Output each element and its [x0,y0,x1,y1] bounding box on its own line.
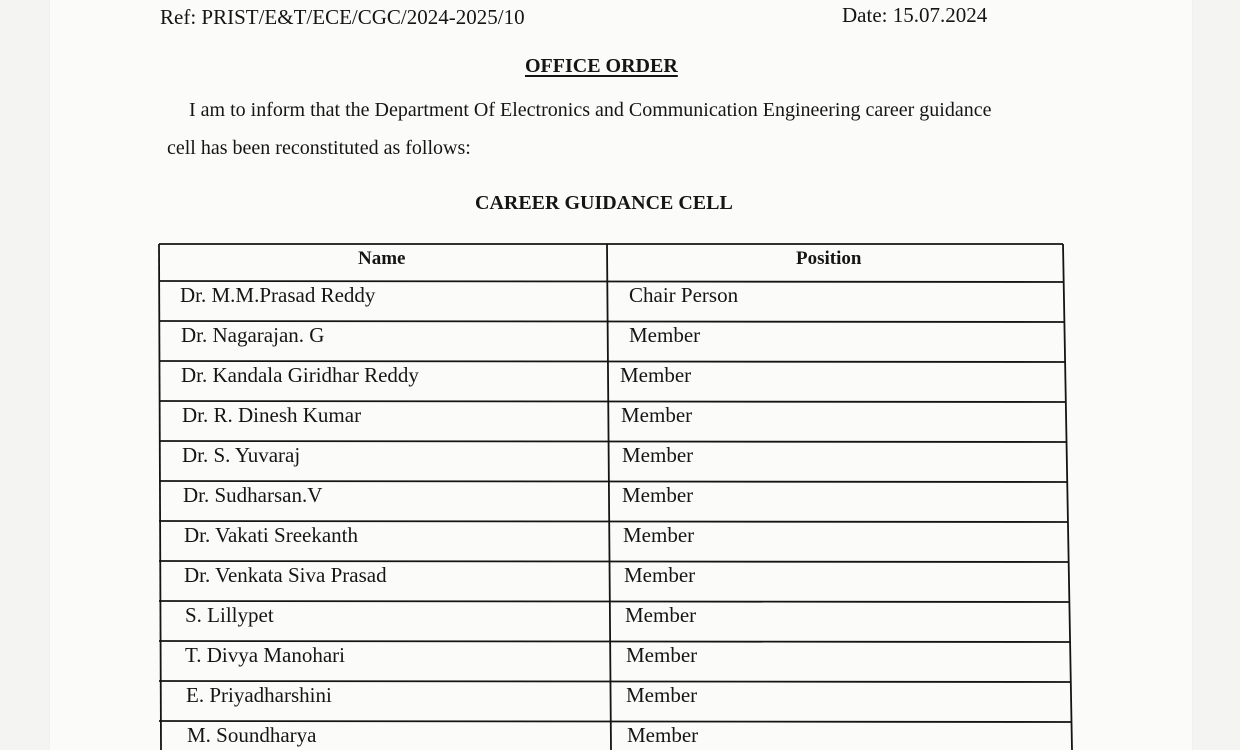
member-name: S. Lillypet [185,603,274,627]
table-row-divider [159,361,1065,362]
section-title: CAREER GUIDANCE CELL [475,192,733,214]
member-position: Member [626,683,698,707]
table-row-divider [159,561,1069,562]
member-position: Member [627,723,699,747]
table-border-left [159,244,161,750]
table-row-divider [159,601,1070,602]
member-name: Dr. Kandala Giridhar Reddy [181,363,419,387]
table-border-right [1063,244,1072,750]
member-position: Member [622,443,694,467]
order-date: Date: 15.07.2024 [842,3,988,27]
member-name: T. Divya Manohari [185,643,345,667]
member-position: Member [623,523,695,547]
document-heading: OFFICE ORDER [525,55,678,77]
member-name: Dr. Venkata Siva Prasad [184,563,387,587]
member-position: Member [629,323,701,347]
table-row-divider [159,721,1072,722]
reference-number: Ref: PRIST/E&T/ECE/CGC/2024-2025/10 [160,5,525,29]
member-name: Dr. S. Yuvaraj [182,443,301,467]
intro-paragraph-line-1: I am to inform that the Department Of Electronics and Communication Engineering career guidance [189,99,992,121]
column-header-position: Position [796,248,862,269]
member-name: Dr. Vakati Sreekanth [184,523,358,547]
member-name: Dr. M.M.Prasad Reddy [180,283,376,307]
member-position: Member [622,483,694,507]
table-row-divider [159,681,1071,682]
intro-paragraph-line-2: cell has been reconstituted as follows: [167,137,471,159]
member-position: Member [624,563,696,587]
table-row-divider [159,481,1068,482]
member-name: Dr. Nagarajan. G [181,323,325,347]
member-name: E. Priyadharshini [186,683,332,707]
table-row-divider [159,441,1067,442]
member-name: Dr. Sudharsan.V [183,483,323,507]
table-column-divider [607,244,611,750]
member-position: Member [621,403,693,427]
table-row-divider [159,281,1064,282]
member-position: Chair Person [629,283,739,307]
member-position: Member [625,603,697,627]
member-position: Member [626,643,698,667]
table-row-divider [159,641,1070,642]
member-position: Member [620,363,692,387]
column-header-name: Name [358,248,406,269]
table-row-divider [159,321,1065,322]
table-row-divider [159,521,1068,522]
member-name: Dr. R. Dinesh Kumar [182,403,362,427]
member-name: M. Soundharya [187,723,317,747]
table-row-divider [159,401,1066,402]
